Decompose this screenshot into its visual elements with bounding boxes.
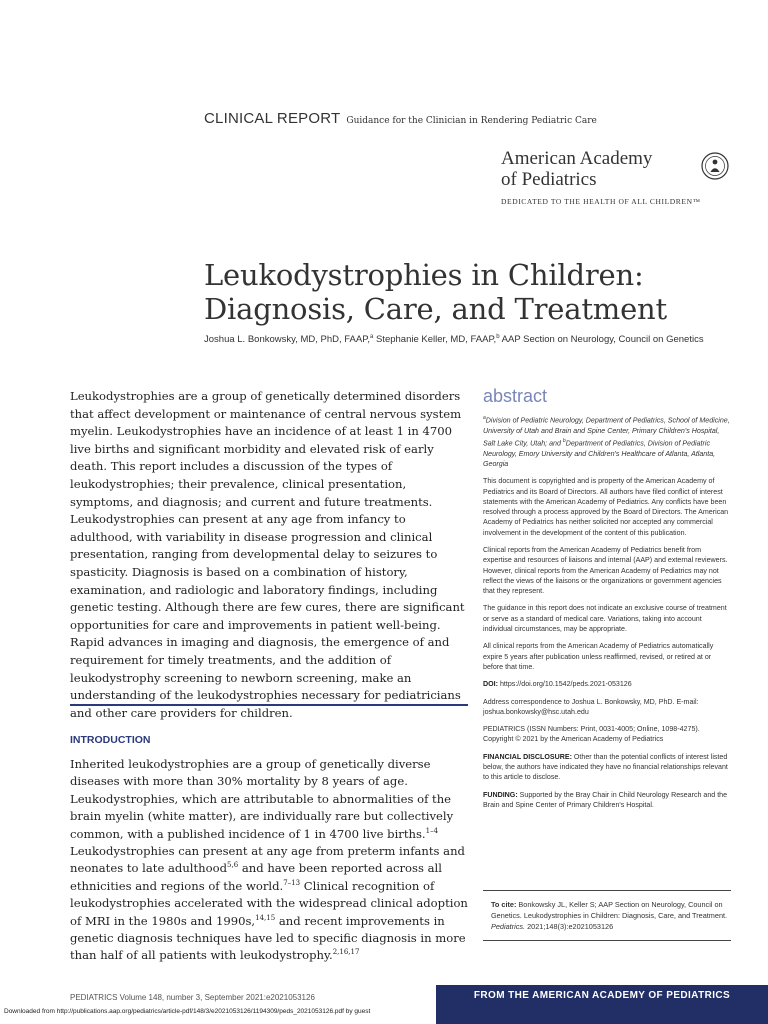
funding-label: FUNDING: [483, 790, 518, 799]
citation-ref: 14,15 [255, 913, 276, 922]
section-divider [70, 704, 468, 706]
report-header [204, 110, 597, 128]
affiliations [483, 413, 731, 469]
cite-label: To cite: [491, 900, 517, 909]
author-group: AAP Section on Neurology, Council on Genetics [499, 334, 704, 346]
intro-text-5: and recent improvements in genetic diagnosis techniques have led to specific diagnosis in more than half of all patients with leukodystrophy. [70, 913, 466, 963]
article-title [204, 258, 724, 326]
intro-text-4: Clinical recognition of leukodystrophies accelerated with the widespread clinical adoption of MRI in the 1980s and 1990s, [70, 878, 468, 928]
title-line-2: Diagnosis, Care, and Treatment [204, 292, 667, 326]
disclosure-text: Other than the potential conflicts of interest listed below, the authors have indicated they have no financial relationships relevant to this article to disclose. [483, 752, 728, 782]
citation-ref: 5,6 [227, 861, 239, 870]
author-2: Stephanie Keller, MD, FAAP, [373, 334, 497, 346]
financial-disclosure [483, 752, 731, 783]
abstract-body: Leukodystrophies are a group of genetically determined disorders that affect development or maintenance of central nervous system myelin. Leukodystrophies have an incidence of at least 1 in 4700 live births and significant morbidity and elevated risk of early death. This report includes a discussion of the types of leukodystrophies; their prevalence, clinical presentation, symptoms, and diagnosis; and current and future treatments. Leukodystrophies can present at any age from infancy to adulthood, with variability in disease progression and clinical presentation, ranging from developmental delay to seizures to spasticity. Diagnosis is based on a combination of history, examination, and radiologic and laboratory findings, including genetic testing. Although there are few cures, there are significant opportunities for care and improvements in patient well-being. Rapid advances in imaging and diagnosis, the emergence of and requirement for timely treatments, and the addition of leukodystrophy screening to newborn screening, make an understanding of the leukodystrophies necessary for pediatricians and other care providers for children. [70, 389, 465, 720]
correspondence: Address correspondence to Joshua L. Bonkowsky, MD, PhD. E-mail: joshua.bonkowsky@hsc.utah.edu [483, 697, 699, 716]
author-2-affiliation-mark: b [496, 334, 500, 340]
affiliation-mark-a: a [483, 415, 486, 421]
logo-tagline: DEDICATED TO THE HEALTH OF ALL CHILDREN™ [501, 197, 701, 206]
cite-journal: Pediatrics. [491, 922, 526, 931]
copyright-note: This document is copyrighted and is property of the American Academy of Pediatrics and its Board of Directors. All authors have filed conflict of interest statements with the American Academy of Pediatrics. Any conflicts have been resolved through a process approved by the Board of Directors. The American Academy of Pediatrics has neither solicited nor accepted any commercial involvement in the development of the content of this publication. [483, 477, 729, 537]
citation-ref: 2,16,17 [332, 948, 360, 957]
copyright-line: Copyright © 2021 by the American Academy of Pediatrics [483, 735, 664, 744]
guidance-note: The guidance in this report does not indicate an exclusive course of treatment or serve as a standard of medical care. Variations, taking into account individual circumstances, may be appropriate. [483, 604, 727, 634]
introduction-heading: INTRODUCTION [70, 734, 151, 746]
benefit-note: Clinical reports from the American Academy of Pediatrics benefit from expertise and resources of liaisons and internal (AAP) and external reviewers. However, clinical reports from the American Academy of Pediatrics may not reflect the views of the liaisons or the organizations or government agencies that they represent. [483, 545, 728, 596]
cite-text: Bonkowsky JL, Keller S; AAP Section on Neurology, Council on Genetics. Leukodystrophies in Children: Diagnosis, Care, and Treatment. [491, 900, 728, 920]
issn-line: PEDIATRICS (ISSN Numbers: Print, 0031-4005; Online, 1098-4275). [483, 725, 700, 734]
logo-name-line2: of Pediatrics [501, 169, 597, 190]
abstract-heading: abstract [483, 386, 548, 406]
intro-text-1: Inherited leukodystrophies are a group of genetically diverse diseases with more than 30% mortality by 8 years of age. Leukodystrophies, which are attributable to abnormalities of the brain myelin (white matter), are individually rare but collectively common, with a published incidence of 1 in 4700 live births. [70, 757, 454, 841]
funding [483, 790, 731, 811]
sidebar-notes [483, 413, 731, 817]
citation-ref: 1–4 [425, 826, 439, 835]
doi-line [483, 679, 731, 689]
cite-volume: 2021;148(3):e2021053126 [525, 922, 614, 931]
affiliation-mark-b: b [562, 437, 566, 444]
affiliation-a: Division of Pediatric Neurology, Department of Pediatrics, School of Medicine, University of Utah and Brain and Spine Center, Primary Children's Hospital, Salt Lake City, Utah; and [483, 416, 730, 448]
author-1-affiliation-mark: a [369, 334, 374, 340]
intro-text-2: Leukodystrophies can present at any age from preterm infants and neonates to late adulthood [70, 844, 465, 876]
introduction-body [70, 756, 468, 965]
report-type: CLINICAL REPORT [204, 110, 341, 127]
logo-name-line1: American Academy [501, 148, 653, 169]
aap-logo-name [501, 148, 652, 190]
footer-band-label: FROM THE AMERICAN ACADEMY OF PEDIATRICS [473, 990, 731, 1001]
footer-journal-info: PEDIATRICS Volume 148, number 3, September 2021:e2021053126 [70, 993, 315, 1002]
doi-link[interactable]: https://doi.org/10.1542/peds.2021-053126 [497, 680, 632, 689]
citation-ref: 7–13 [283, 878, 301, 887]
author-list [204, 334, 704, 345]
aap-seal-icon [701, 138, 729, 194]
author-1: Joshua L. Bonkowsky, MD, PhD, FAAP, [204, 334, 370, 346]
citation [483, 899, 731, 932]
expire-note: All clinical reports from the American Academy of Pediatrics automatically expire 5 years after publication unless reaffirmed, revised, or retired at or before that time. [483, 642, 714, 671]
cite-box [483, 890, 731, 941]
affiliation-b: Department of Pediatrics, Division of Pediatric Neurology, Emory University and Children's Healthcare of Atlanta, Atlanta, Georgia [483, 439, 716, 468]
download-note: Downloaded from http://publications.aap.org/pediatrics/article-pdf/148/3/e2021053126/1194309/peds_2021053126.pdf by guest [4, 1008, 371, 1015]
report-guidance: Guidance for the Clinician in Rendering Pediatric Care [346, 116, 597, 126]
title-line-1: Leukodystrophies in Children: [204, 258, 644, 292]
funding-text: Supported by the Bray Chair in Child Neurology Research and the Brain and Spine Center of Primary Children's Hospital. [483, 790, 728, 809]
disclosure-label: FINANCIAL DISCLOSURE: [483, 752, 572, 761]
intro-text-3: and have been reported across all ethnicities and regions of the world. [70, 861, 442, 893]
doi-label: DOI: [483, 680, 498, 689]
